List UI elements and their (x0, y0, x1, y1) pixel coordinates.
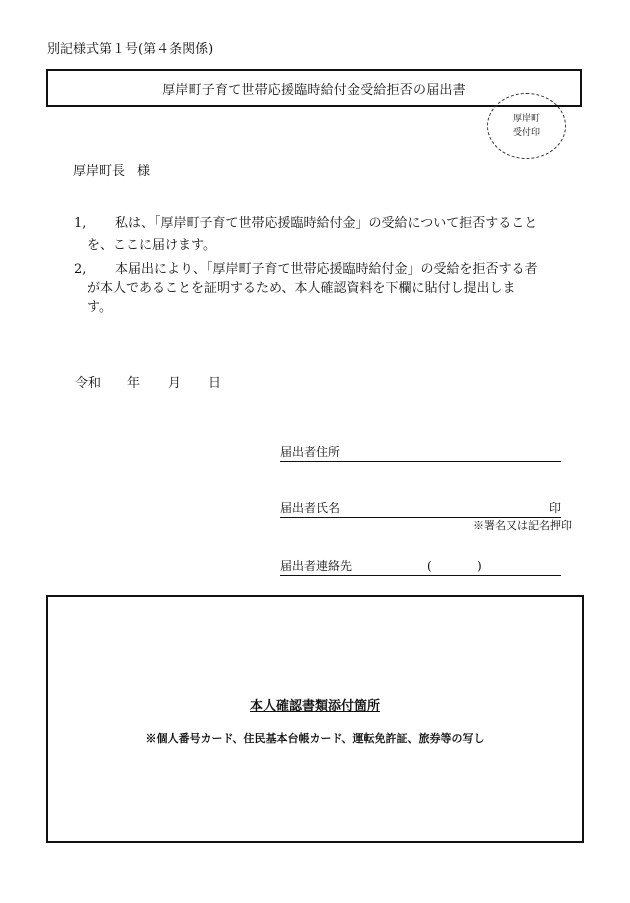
stamp-line-2: 受付印 (512, 128, 540, 138)
item-number: 2, (74, 262, 87, 277)
address-field[interactable] (280, 443, 561, 462)
name-field[interactable] (280, 499, 561, 518)
date-era: 令和 (75, 376, 102, 391)
item-line: を、ここに届けます。 (87, 238, 216, 253)
contact-label: 届出者連絡先 (280, 559, 353, 573)
id-attachment-box (46, 595, 584, 843)
addressee (73, 160, 150, 179)
item-line: す。 (87, 300, 112, 315)
document-title: 厚岸町子育て世帯応援臨時給付金受給拒否の届出書 (162, 82, 466, 98)
attachment-note: ※個人番号カード、住民基本台帳カード、運転免許証、旅券等の写し (145, 732, 485, 745)
seal-mark: 印 (548, 501, 561, 515)
statement-item-2 (74, 259, 538, 315)
contact-field[interactable] (280, 557, 561, 576)
item-number: 1, (74, 216, 87, 231)
address-label: 届出者住所 (280, 445, 341, 459)
name-label: 届出者氏名 (280, 501, 341, 515)
date-year: 年 (127, 376, 141, 391)
item-line: 本届出により、「厚岸町子育て世帯応援臨時給付金」の受給を拒否する者 (102, 262, 538, 277)
statement-item-1 (74, 213, 538, 253)
reception-stamp-area (487, 93, 566, 159)
stamp-line-1: 厚岸町 (512, 114, 540, 124)
addressee-honorific: 様 (137, 164, 151, 179)
item-line: が本人であることを証明するため、本人確認資料を下欄に貼付し提出しま (87, 281, 516, 296)
item-line: 私は、「厚岸町子育て世帯応援臨時給付金」の受給について拒否すること (102, 216, 538, 231)
date-line (75, 372, 221, 391)
attachment-title: 本人確認書類添付箇所 (249, 699, 380, 714)
addressee-name: 厚岸町長 (73, 164, 126, 179)
contact-paren-close: ) (477, 559, 482, 573)
date-month: 月 (168, 376, 182, 391)
seal-note: ※署名又は記名押印 (473, 519, 572, 532)
form-number: 別記様式第１号(第４条関係) (47, 42, 214, 57)
date-day: 日 (208, 376, 222, 391)
contact-paren-open: ( (427, 559, 432, 573)
